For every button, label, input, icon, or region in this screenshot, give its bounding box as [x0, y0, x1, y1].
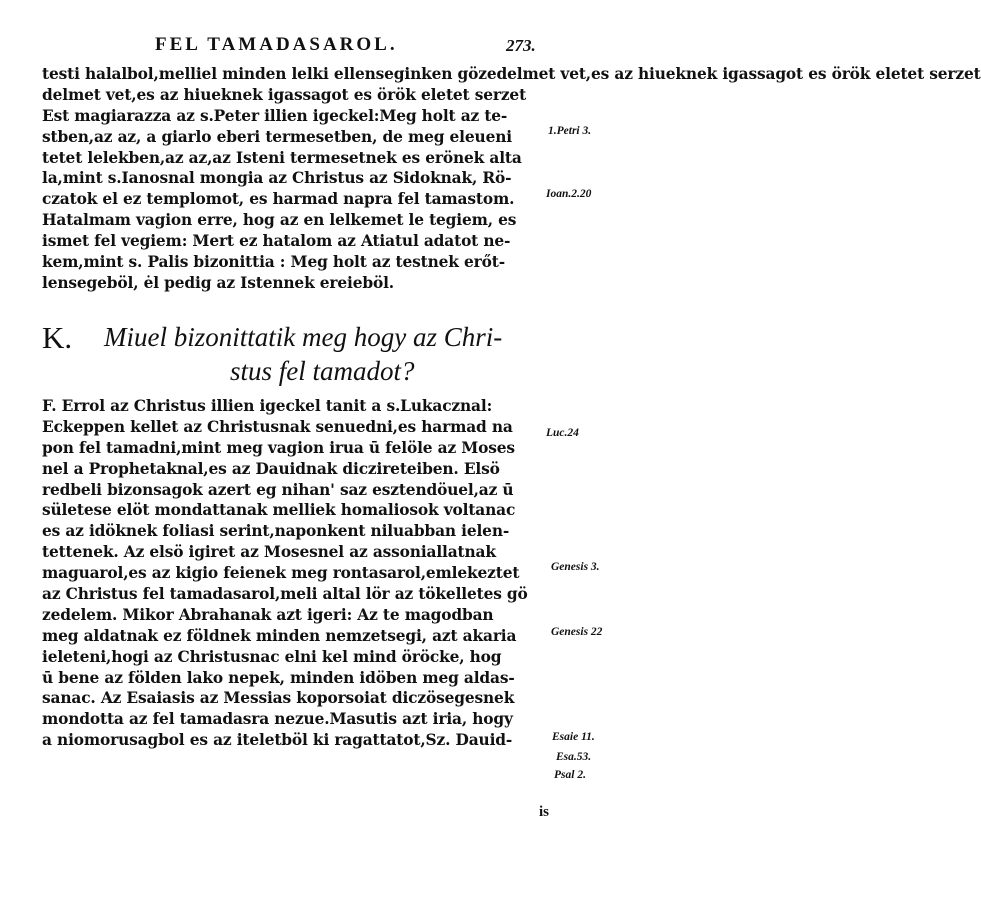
text-line: F. Errol az Christus illien igeckel tanit a s.Lukacznal: [42, 397, 493, 415]
margin-note-psal: Psal 2. [554, 769, 586, 781]
paragraph-answer [42, 396, 542, 751]
text-line: az Christus fel tamadasarol,meli altal lör az tökelletes gö [42, 585, 528, 604]
text-line: redbeli bizonsagok azert eg nihan' saz esztendöuel,az ū [42, 480, 514, 499]
page-header [0, 34, 634, 60]
text-line: lensegeböl, ėl pedig az Istennek ereieböl. [42, 273, 394, 292]
page-number: 273. [506, 36, 536, 55]
text-line: ieleteni,hogi az Christusnac elni kel mind öröcke, hog [42, 647, 502, 666]
text-line: testi halalbol,melliel minden lelki ellenseginken gözedelmet vet,es az hiueknek igassagot es örök eletet serzet [42, 65, 981, 83]
margin-note-esa: Esa.53. [556, 751, 592, 763]
text-line: meg aldatnak ez földnek minden nemzetsegi, azt akaria [42, 626, 517, 645]
text-line: es az idöknek foliasi serint,naponkent niluabban ielen- [42, 522, 510, 541]
text-line: sanac. Az Esaiasis az Messias koporsoiat diczösegesnek [42, 689, 515, 708]
text-line: ismet fel vegiem: Mert ez hatalom az Atiatul adatot ne- [42, 232, 511, 251]
text-line: delmet vet,es az hiueknek igassagot es örök eletet serzet [42, 85, 527, 104]
text-line: Hatalmam vagion erre, hog az en lelkemet le tegiem, es [42, 211, 517, 230]
text-line: ū bene az földen lako nepek, minden idöben meg aldas- [42, 668, 515, 687]
text-line: la,mint s.Ianosnal mongia az Christus az Sidoknak, Rö- [42, 169, 512, 188]
text-line: tettenek. Az elsö igiret az Mosesnel az assoniallatnak [42, 543, 496, 562]
margin-note-genesis-22: Genesis 22 [551, 626, 603, 638]
margin-note-genesis-3: Genesis 3. [551, 561, 600, 573]
margin-note-ioan: Ioan.2.20 [546, 188, 592, 200]
question-heading [42, 318, 562, 396]
text-line: sületese elöt mondattanak melliek homaliosok voltanac [42, 501, 516, 520]
text-line: maguarol,es az kigio feienek meg rontasarol,emlekeztet [42, 564, 520, 583]
margin-note-luc: Luc.24 [546, 427, 579, 439]
text-line: pon fel tamadni,mint meg vagion irua ū felöle az Moses [42, 438, 515, 457]
text-line: mondotta az fel tamadasra nezue.Masutis azt iria, hogy [42, 710, 513, 729]
text-line: zedelem. Mikor Abrahanak azt igeri: Az te magodban [42, 605, 494, 624]
running-head: FEL TAMADASAROL. [155, 34, 398, 55]
margin-note-esaie: Esaie 11. [552, 731, 595, 743]
margin-note-petri: 1.Petri 3. [548, 125, 592, 137]
catchword: is [539, 804, 550, 820]
question-text-line: Miuel bizonittatik meg hogy az Chri- [104, 322, 503, 352]
text-line: czatok el ez templomot, es harmad napra fel tamastom. [42, 190, 515, 209]
question-label: K. [42, 320, 73, 355]
text-line: tetet lelekben,az az,az Isteni termesetnek es erönek alta [42, 148, 522, 167]
text-line: stben,az az, a giarlo eberi termesetben, de meg eleueni [42, 127, 512, 146]
text-line: a niomorusagbol es az iteletböl ki ragattatot,Sz. Dauid- [42, 731, 513, 750]
text-line: Est magiarazza az s.Peter illien igeckel:Meg holt az te- [42, 106, 508, 125]
question-text-line: stus fel tamadot? [230, 356, 415, 386]
text-line: Eckeppen kellet az Christusnak senuedni,es harmad na [42, 417, 513, 436]
text-line: kem,mint s. Palis bizonittia : Meg holt az testnek erőt- [42, 253, 505, 272]
text-line: nel a Prophetaknal,es az Dauidnak diczireteiben. Elsö [42, 459, 500, 478]
